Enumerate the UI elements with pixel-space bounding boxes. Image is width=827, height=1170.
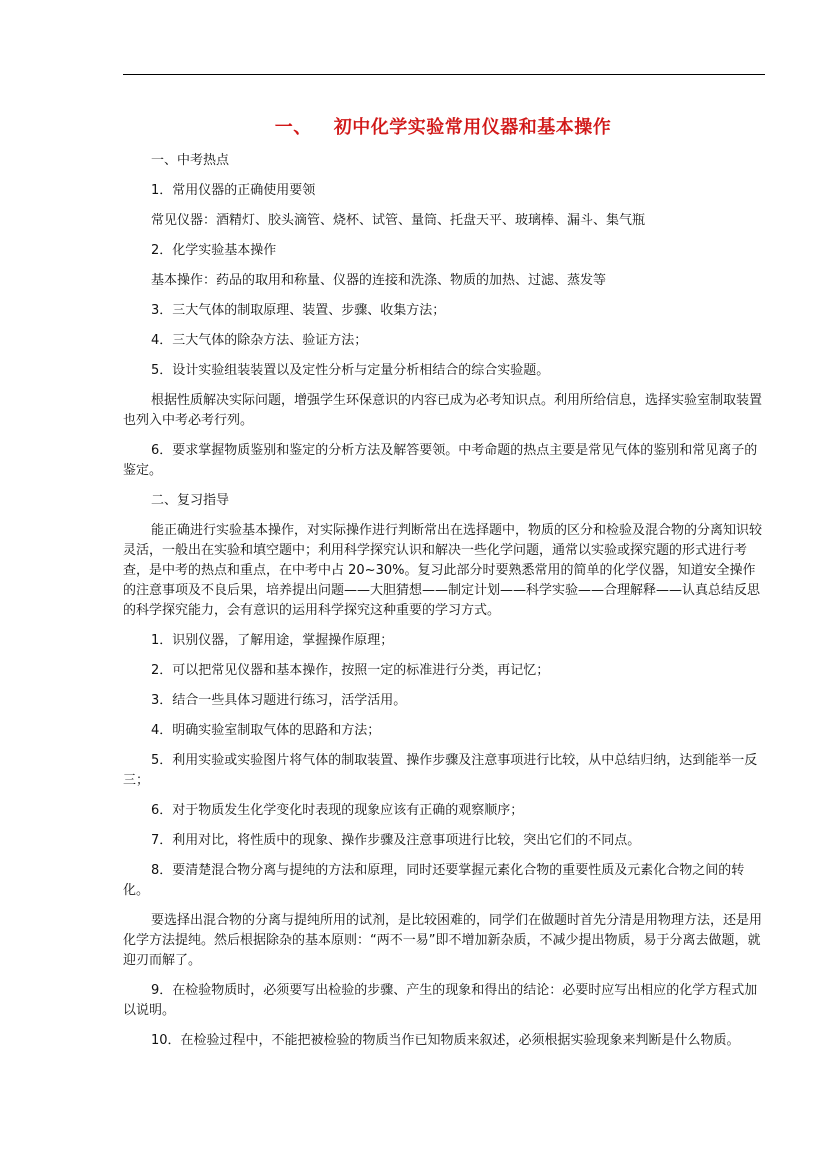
section-heading: 一、中考热点 — [151, 153, 230, 168]
document-body — [123, 113, 763, 1061]
list-item: 2．化学实验基本操作 — [151, 243, 277, 258]
paragraph: 根据性质解决实际问题，增强学生环保意识的内容已成为必考知识点。利用所给信息，选择实验室制取装置也列入中考必考行列。 — [123, 393, 763, 428]
paragraph-list — [123, 151, 763, 1051]
list-item: 2．可以把常见仪器和基本操作，按照一定的标准进行分类，再记忆； — [151, 663, 550, 678]
list-item: 7．利用对比，将性质中的现象、操作步骤及注意事项进行比较，突出它们的不同点。 — [151, 833, 641, 848]
list-item: 5．设计实验组装装置以及定性分析与定量分析相结合的综合实验题。 — [151, 363, 550, 378]
list-item: 4．明确实验室制取气体的思路和方法； — [151, 723, 381, 738]
title-number: 一、 — [274, 117, 312, 138]
list-item: 6．要求掌握物质鉴别和鉴定的分析方法及解答要领。中考命题的热点主要是常见气体的鉴别和常见离子的鉴定。 — [123, 443, 758, 478]
list-item: 10．在检验过程中，不能把被检验的物质当作已知物质来叙述，必须根据实验现象来判断是什么物质。 — [151, 1033, 740, 1048]
paragraph: 要选择出混合物的分离与提纯所用的试剂，是比较困难的，同学们在做题时首先分清是用物理方法，还是用化学方法提纯。然后根据除杂的基本原则：“两不一易”即不增加新杂质，不减少提出物质，易于分离去做题，就迎刃而解了。 — [123, 913, 763, 968]
paragraph: 能正确进行实验基本操作，对实际操作进行判断常出在选择题中，物质的区分和检验及混合物的分离知识较灵活，一般出在实验和填空题中；利用科学探究认识和解决一些化学问题，通常以实验或探究题的形式进行考查，是中考的热点和重点，在中考中占 20~30%。复习此部分时要熟悉常用的简单的化学仪器，知道安全操作的注意事项及不良后果，培养提出问题——大胆猜想——制定计划——科学实验——合理解释——认真总结反思的科学探究能力，会有意识的运用科学探究这种重要的学习方式。 — [123, 523, 763, 618]
list-item: 3．三大气体的制取原理、装置、步骤、收集方法； — [151, 303, 446, 318]
paragraph: 基本操作：药品的取用和称量、仪器的连接和洗涤、物质的加热、过滤、蒸发等 — [151, 273, 607, 288]
section-heading: 二、复习指导 — [151, 493, 230, 508]
list-item: 6．对于物质发生化学变化时表现的现象应该有正确的观察顺序； — [151, 803, 524, 818]
list-item: 1．识别仪器，了解用途，掌握操作原理； — [151, 633, 394, 648]
paragraph: 常见仪器：酒精灯、胶头滴管、烧杯、试管、量筒、托盘天平、玻璃棒、漏斗、集气瓶 — [151, 213, 646, 228]
page-title — [123, 113, 763, 139]
header-rule — [123, 74, 765, 75]
title-text: 初中化学实验常用仪器和基本操作 — [333, 117, 612, 138]
list-item: 9．在检验物质时，必须要写出检验的步骤、产生的现象和得出的结论：必要时应写出相应的化学方程式加以说明。 — [123, 983, 758, 1018]
list-item: 8．要清楚混合物分离与提纯的方法和原理，同时还要掌握元素化合物的重要性质及元素化合物之间的转化。 — [123, 863, 745, 898]
list-item: 1．常用仪器的正确使用要领 — [151, 183, 316, 198]
list-item: 3．结合一些具体习题进行练习，活学活用。 — [151, 693, 407, 708]
list-item: 5．利用实验或实验图片将气体的制取装置、操作步骤及注意事项进行比较，从中总结归纳，达到能举一反三； — [123, 753, 758, 788]
list-item: 4．三大气体的除杂方法、验证方法； — [151, 333, 368, 348]
